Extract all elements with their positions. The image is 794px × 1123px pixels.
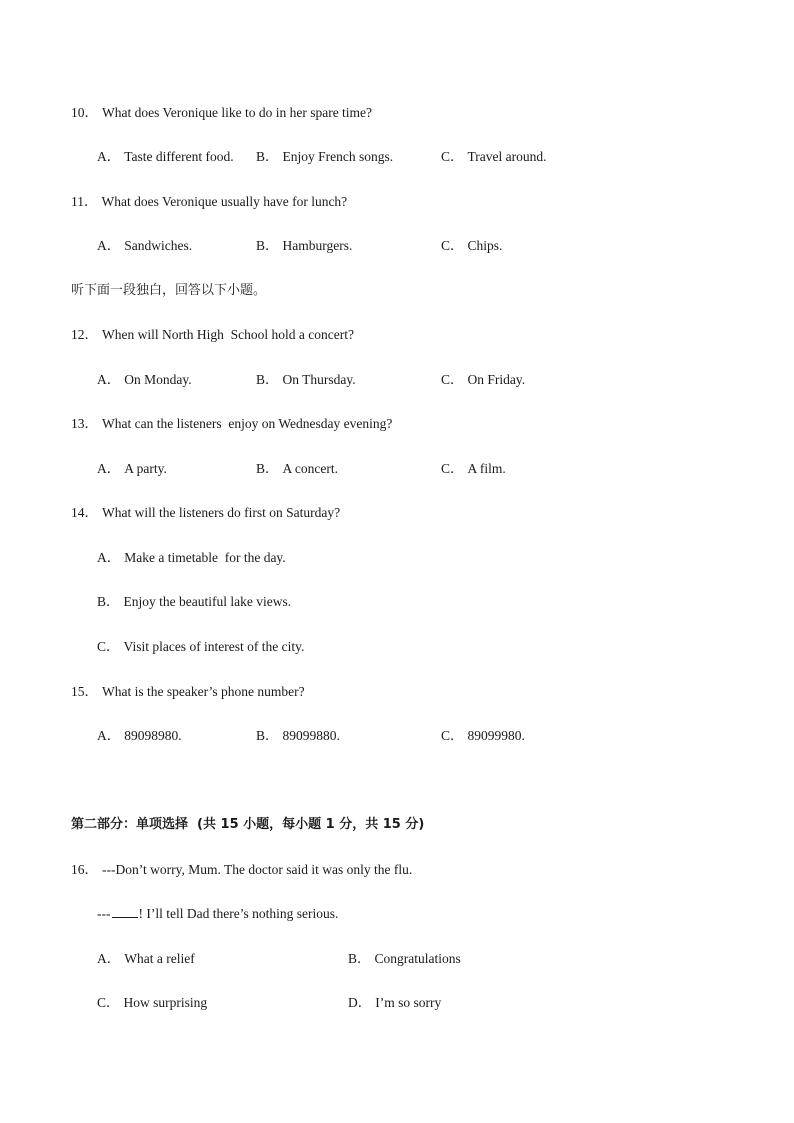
- option-11-a[interactable]: [97, 237, 192, 255]
- option-text: 89099880.: [282, 728, 340, 743]
- question-number: 15．: [71, 684, 98, 699]
- question-number: 13．: [71, 416, 98, 431]
- option-letter: B．: [256, 461, 279, 476]
- question-15: [71, 683, 305, 701]
- dialogue-text: ! I’ll tell Dad there’s nothing serious.: [138, 906, 339, 921]
- question-text: What is the speaker’s phone number?: [102, 684, 305, 699]
- option-text: On Monday.: [124, 372, 192, 387]
- option-letter: B．: [256, 238, 279, 253]
- question-13: [71, 415, 392, 433]
- option-10-b[interactable]: [256, 148, 393, 166]
- option-16-d[interactable]: [348, 994, 441, 1012]
- question-10: [71, 104, 372, 122]
- answer-blank: [112, 905, 138, 918]
- question-number: 16．: [71, 862, 98, 877]
- option-16-a[interactable]: [97, 950, 195, 968]
- question-text: When will North High School hold a concert?: [102, 327, 354, 342]
- option-letter: A．: [97, 372, 121, 387]
- option-letter: A．: [97, 461, 121, 476]
- option-letter: C．: [441, 149, 464, 164]
- option-letter: A．: [97, 550, 121, 565]
- option-text: Make a timetable for the day.: [124, 550, 286, 565]
- option-letter: C．: [441, 238, 464, 253]
- option-letter: C．: [97, 639, 120, 654]
- question-text: ---Don’t worry, Mum. The doctor said it was only the flu.: [102, 862, 413, 877]
- option-text: Visit places of interest of the city.: [123, 639, 305, 654]
- option-text: 89098980.: [124, 728, 182, 743]
- option-12-a[interactable]: [97, 371, 192, 389]
- option-letter: A．: [97, 238, 121, 253]
- option-text: Congratulations: [374, 951, 461, 966]
- option-10-c[interactable]: [441, 148, 547, 166]
- option-text: Chips.: [467, 238, 503, 253]
- part-two-heading: 第二部分：单项选择 (共 15 小题，每小题 1 分，共 15 分): [71, 817, 425, 832]
- option-text: A concert.: [282, 461, 338, 476]
- option-letter: A．: [97, 951, 121, 966]
- question-number: 10．: [71, 105, 98, 120]
- option-letter: C．: [97, 995, 120, 1010]
- option-13-a[interactable]: [97, 460, 167, 478]
- option-14-a[interactable]: [97, 549, 286, 567]
- option-13-b[interactable]: [256, 460, 338, 478]
- option-12-b[interactable]: [256, 371, 356, 389]
- option-letter: B．: [97, 594, 120, 609]
- section-instruction: 听下面一段独白，回答以下小题。: [71, 283, 267, 298]
- option-text: Taste different food.: [124, 149, 234, 164]
- option-text: On Thursday.: [282, 372, 356, 387]
- option-letter: D．: [348, 995, 372, 1010]
- option-13-c[interactable]: [441, 460, 506, 478]
- question-number: 12．: [71, 327, 98, 342]
- option-text: On Friday.: [467, 372, 526, 387]
- option-letter: B．: [256, 149, 279, 164]
- question-16-response: [97, 905, 338, 923]
- option-letter: B．: [256, 372, 279, 387]
- question-text: What does Veronique like to do in her spare time?: [102, 105, 373, 120]
- option-letter: C．: [441, 728, 464, 743]
- question-14: [71, 504, 340, 522]
- option-14-c[interactable]: [97, 638, 304, 656]
- option-text: 89099980.: [467, 728, 525, 743]
- option-11-b[interactable]: [256, 237, 352, 255]
- option-text: Enjoy the beautiful lake views.: [123, 594, 292, 609]
- option-16-b[interactable]: [348, 950, 461, 968]
- option-text: I’m so sorry: [375, 995, 442, 1010]
- option-text: Enjoy French songs.: [282, 149, 394, 164]
- option-15-c[interactable]: [441, 727, 525, 745]
- question-12: [71, 326, 354, 344]
- option-letter: B．: [348, 951, 371, 966]
- option-14-b[interactable]: [97, 593, 291, 611]
- option-letter: C．: [441, 372, 464, 387]
- option-text: A party.: [124, 461, 167, 476]
- option-text: What a relief: [124, 951, 195, 966]
- option-text: How surprising: [123, 995, 208, 1010]
- option-text: Sandwiches.: [124, 238, 193, 253]
- dialogue-dash: ---: [97, 906, 111, 921]
- question-number: 14．: [71, 505, 98, 520]
- option-10-a[interactable]: [97, 148, 234, 166]
- question-text: What can the listeners enjoy on Wednesday evening?: [102, 416, 393, 431]
- option-15-a[interactable]: [97, 727, 182, 745]
- option-letter: C．: [441, 461, 464, 476]
- question-text: What does Veronique usually have for lunch?: [101, 194, 348, 209]
- question-11: [71, 193, 347, 211]
- option-15-b[interactable]: [256, 727, 340, 745]
- option-16-c[interactable]: [97, 994, 207, 1012]
- option-text: Travel around.: [467, 149, 547, 164]
- option-12-c[interactable]: [441, 371, 525, 389]
- option-letter: B．: [256, 728, 279, 743]
- question-number: 11．: [71, 194, 98, 209]
- option-letter: A．: [97, 728, 121, 743]
- question-text: What will the listeners do first on Saturday?: [102, 505, 341, 520]
- question-16: [71, 861, 412, 879]
- option-text: Hamburgers.: [282, 238, 353, 253]
- option-letter: A．: [97, 149, 121, 164]
- option-text: A film.: [467, 461, 506, 476]
- option-11-c[interactable]: [441, 237, 502, 255]
